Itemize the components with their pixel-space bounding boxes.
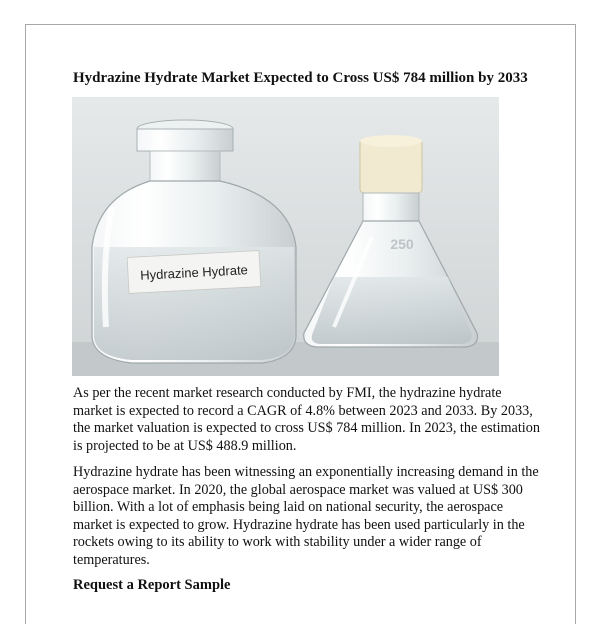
product-photo xyxy=(72,97,499,376)
svg-text:250: 250 xyxy=(390,236,414,252)
svg-text:Hydrazine Hydrate: Hydrazine Hydrate xyxy=(139,262,249,283)
paragraph-aerospace-demand: Hydrazine hydrate has been witnessing an exponentially increasing demand in the aerospace market. In 2020, the global aerospace market was valued at US$ 300 billion. With a lot of emphasis being laid on national security, the aerospace market is expected to grow. Hydrazine hydrate has been used particularly in the rockets owing to its ability to work with stability under a wider range of temperatures. xyxy=(73,464,539,568)
request-sample-heading: Request a Report Sample xyxy=(73,577,231,593)
paragraph-market-outlook: As per the recent market research conducted by FMI, the hydrazine hydrate market is expected to record a CAGR of 4.8% between 2023 and 2033. By 2033, the market valuation is expected to cross US$ 784 million. In 2023, the estimation is projected to be at US$ 488.9 million. xyxy=(73,385,540,454)
document-title: Hydrazine Hydrate Market Expected to Cross US$ 784 million by 2033 xyxy=(73,70,528,86)
